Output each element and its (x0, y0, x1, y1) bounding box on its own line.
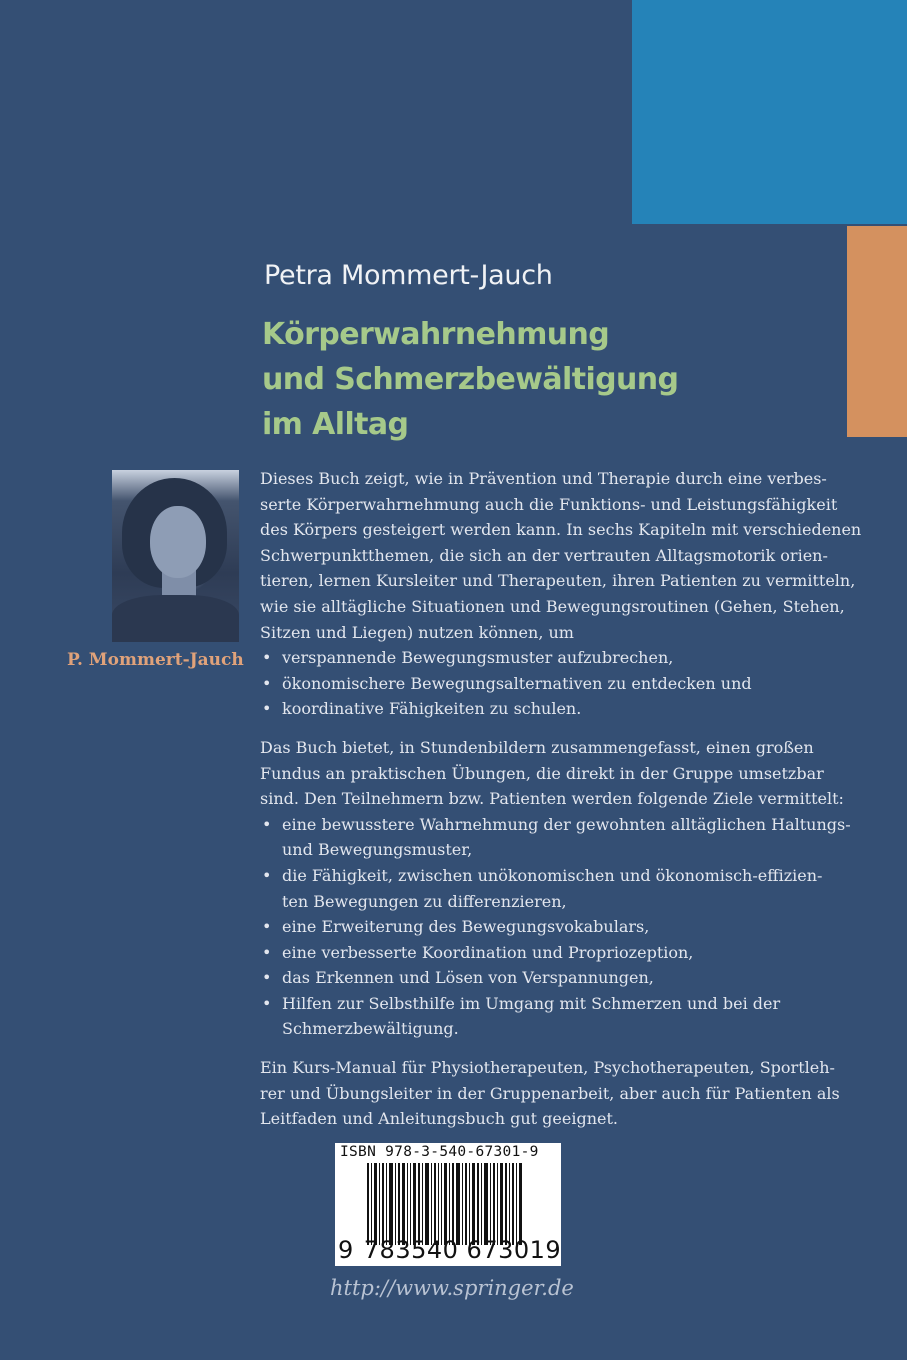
list-item: • ökonomischere Bewegungsalternativen zu entdecken und (260, 671, 820, 697)
list-item: • das Erkennen und Lösen von Verspannungen, (260, 965, 820, 991)
list-item: • eine bewusstere Wahrnehmung der gewohnten alltäglichen Haltungs- (260, 812, 820, 838)
list-item: • Hilfen zur Selbsthilfe im Umgang mit Schmerzen und bei der (260, 991, 820, 1017)
title-line: und Schmerzbewältigung (262, 362, 679, 397)
list-item: • eine Erweiterung des Bewegungsvokabulars, (260, 914, 820, 940)
decorative-blue-block (632, 0, 907, 224)
blurb (260, 466, 862, 1145)
ean-digits: 9 783540 673019 (338, 1236, 562, 1264)
blurb-paragraph-3: Ein Kurs-Manual für Physiotherapeuten, Psychotherapeuten, Sportleh- rer und Übungsleiter in der Gruppenarbeit, aber auch für Patienten als Leitfaden und Anleitungsbuch gut geeignet. (260, 1058, 840, 1129)
book-title (262, 312, 678, 447)
decorative-orange-block (847, 226, 907, 437)
isbn-barcode (335, 1143, 561, 1266)
blurb-paragraph-1: Dieses Buch zeigt, wie in Prävention und Therapie durch eine verbes- serte Körperwahrnehmung auch die Funktions- und Leistungsfähigkeit des Körpers gesteigert werden kann. In sechs Kapiteln mit verschiedenen Schwerpunktthemen, die sich an der vertrauten Alltagsmotorik orien- tieren, lernen Kursleiter und Therapeuten, ihren Patienten zu vermitteln, wie sie alltägliche Situationen und Bewegungsroutinen (Gehen, Stehen, Sitzen und Liegen) nutzen können, um • verspannende Bewegungsmuster aufzubrechen, • ökonomischere Bewegungsalternativen zu entdecken und • koordinative Fähigkeiten zu schulen. (260, 466, 820, 722)
author-photo (112, 470, 239, 642)
list-item: • verspannende Bewegungsmuster aufzubrechen, (260, 645, 820, 671)
title-line: Körperwahrnehmung (262, 317, 610, 352)
title-line: im Alltag (262, 407, 409, 442)
blurb-paragraph-2: Das Buch bietet, in Stundenbildern zusammengefasst, einen großen Fundus an praktischen Übungen, die direkt in der Gruppe umsetzbar sind. Den Teilnehmern bzw. Patienten werden folgende Ziele vermittelt: • eine bewusstere Wahrnehmung der gewohnten alltäglichen Haltungs- und Bewegungsmuster, • die Fähigkeit, zwischen unökonomischen und ökonomisch-effizien- ten Bewegungen zu differenzieren, • eine Erweiterung des Bewegungsvokabulars, • eine verbesserte Koordination und Propriozeption, • das Erkennen und Lösen von Verspannungen, • Hilfen zur Selbsthilfe im Umgang mit Schmerzen und bei der Schmerzbewältigung. (260, 735, 820, 1042)
publisher-url: http://www.springer.de (330, 1276, 574, 1300)
barcode-bars (367, 1163, 551, 1245)
photo-caption: P. Mommert-Jauch (67, 650, 244, 670)
isbn-label: ISBN 978-3-540-67301-9 (340, 1144, 539, 1160)
list-item: • koordinative Fähigkeiten zu schulen. (260, 696, 820, 722)
list-item: • eine verbesserte Koordination und Propriozeption, (260, 940, 820, 966)
author-name: Petra Mommert-Jauch (264, 260, 553, 291)
list-item: • die Fähigkeit, zwischen unökonomischen und ökonomisch-effizien- (260, 863, 820, 889)
